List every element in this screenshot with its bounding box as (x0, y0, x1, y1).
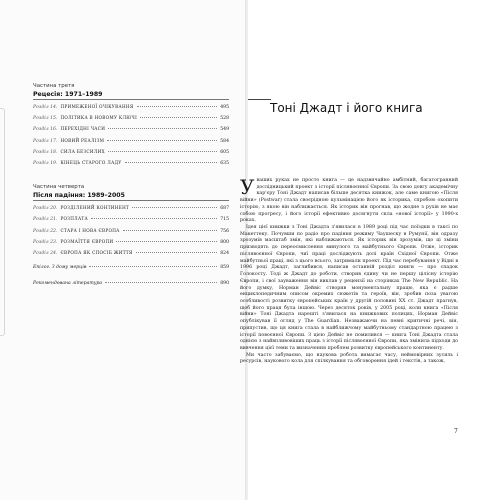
toc-entry (33, 228, 229, 239)
chapter-page: 715 (220, 217, 229, 223)
chapter-title: СИЛА БЕЗСИЛИХ (60, 148, 105, 154)
chapter-number: Розділ 22. (33, 228, 58, 234)
part-rule (33, 99, 229, 100)
part-label: Частина третя (33, 83, 75, 89)
toc-entry (33, 250, 229, 261)
toc-entry (33, 126, 229, 137)
page-number: 7 (454, 428, 458, 435)
chapter-page: 549 (220, 127, 229, 133)
dot-leader (116, 241, 217, 242)
toc-entry (33, 216, 229, 227)
chapter-page: 687 (220, 206, 229, 212)
paragraph: Ми часто забуваємо, що наукова робота вимагає часу, неймовірних зусиль і ресурсів, наукового кола для спілкування та обговорення ідей і текстів, а також, (240, 352, 458, 365)
chapter-title: ЄВРОПА ЯК СПОСІБ ЖИТТЯ (60, 249, 133, 255)
chapter-title: СТАРА І НОВА ЄВРОПА (60, 227, 120, 233)
dot-leader (136, 252, 218, 253)
part-title: Після падіння: 1989–2005 (33, 192, 125, 200)
dot-leader (123, 230, 218, 231)
part-title: Рецесія: 1971–1989 (33, 91, 103, 98)
dot-leader (137, 106, 218, 107)
dot-leader (108, 128, 217, 129)
toc-entry (33, 138, 229, 149)
article-heading: Тоні Джадт і його книга (270, 101, 423, 115)
chapter-number: Розділ 24. (33, 250, 58, 256)
toc-entry (33, 239, 229, 250)
dot-leader (91, 218, 217, 219)
dot-leader (89, 266, 217, 267)
dot-leader (125, 162, 218, 163)
dot-leader (107, 140, 217, 141)
chapter-number: Розділ 21. (33, 217, 58, 223)
toc-entry (33, 149, 229, 160)
drop-cap: У (240, 175, 255, 199)
chapter-number: Розділ 15. (33, 116, 58, 122)
dot-leader (108, 151, 217, 152)
paragraph (240, 175, 458, 225)
chapter-page: 495 (220, 105, 229, 110)
paragraph-text: ваших руках не просто книга — це надзвичайно амбітний, багатогранний дослідницький проект з історії післявоєнної Європи. За свою довгу академічну кар'єру Тоні Джадт написав більше десятка книжок, але саме книгою «Після війни» (Postwar) стала своєрідною кульмінацією його як історика, спробою охопити історію, з якою він наближається. Як історик він прогнав, що жодне з рухів не має собою прогресу, і його історії ефективно досягнути скла «нової історії» у 1990-х роках. (240, 178, 458, 224)
chapter-page: 824 (220, 250, 229, 256)
chapter-title: КІНЕЦЬ СТАРОГО ЛАДУ (60, 159, 122, 165)
chapter-number: Розділ 18. (33, 149, 58, 155)
dot-leader (132, 207, 217, 208)
paragraph: Ідея цієї книжки з Тоні Джадта з'явилася в 1989 році під час поїздки в таксі по Макеттеку. Почувши по радіо про падіння режиму Чаушеску в Румунії, він одразу зрозумів масштаб змін, які наближаються. Як історик він зрозумів, що ці зміни призводять до переосмислення минулого та майбутнього Європи. Отже, історик післявоєнної Європи, чиї праці досліджують долі країн Східної Європи. Отже майбутньої праці, які з цього всього, затримали проект. Під час перебування у Відні в 1996 році Джадт, заглибився, написав останній розділ книги — про спадок Голокосту. Тоді ж Джадт до роботи, створив єдину чи не першу цілісну історію Європи, і свої зауваження він виклав у рецензії на сторінках The New Republic. На його думку, Норман Дейвіс створив монументальну працю, яка є радше енциклопедичним описом окремих сюжетів та героїв, він, зробив поза увагою особливості розвитку європейських країн у другій половині XX ст. Джадт прагнув, щоб його праця була іншою. Через десяток років, у 2005 році, коли книга «Після війни» Тоні Джадта нарешті з'явилася на книжкових полицях, Норман Дейвіс опублікував її огляд у The Guardian. Незважаючи на певні критичні речі, він, припустив, що ця книга стала в найближчому майбутньому стандартною працею з історії повоєнної Європи. З цією Дейвіс не помилився — книга Тоні Джадта стала однією з найвпливовіших праць з історії післявоєнної Європи, яка змінила підходи до вивчення цієї теми та визначення проблем розвитку європейського континенту. (240, 225, 458, 351)
toc-entry (33, 205, 229, 216)
entry-page: 890 (220, 281, 229, 287)
toc-entry (33, 115, 229, 126)
chapter-number: Розділ 14. (33, 105, 58, 110)
toc-entry (33, 160, 229, 171)
chapter-list (33, 205, 229, 261)
dot-leader (140, 117, 217, 118)
chapter-page: 800 (220, 239, 229, 245)
entry-title: Епілог. З дому мерців (33, 265, 87, 271)
toc-entry (33, 104, 229, 115)
heading-rule (248, 99, 271, 100)
chapter-number: Розділ 23. (33, 239, 58, 245)
chapter-number: Розділ 20. (33, 206, 58, 212)
part-label: Частина четверта (33, 184, 85, 191)
chapter-page: 756 (220, 228, 229, 234)
epilogue-entry (33, 265, 229, 276)
chapter-title: ПОЛІТИКА В НОВОМУ КЛЮЧІ (60, 115, 138, 121)
chapter-number: Розділ 16. (33, 127, 58, 133)
chapter-title: ПРИМЕЖЕНОЇ ОЧІКУВАННЯ (60, 104, 134, 109)
chapter-title: РОЗДІЛЕНИЙ КОНТИНЕНТ (60, 205, 130, 211)
entry-page: 859 (220, 265, 229, 271)
chapter-title: ПЕРЕХІДНІ ЧАСИ (60, 126, 106, 132)
chapter-title: НОВИЙ РЕАЛІЗМ (60, 137, 105, 143)
part-rule (33, 200, 229, 201)
chapter-title: РОЗПЛАТА (60, 216, 88, 222)
page-edge-marker (0, 108, 5, 336)
chapter-title: РОЗМАЇТТЯ ЄВРОПИ (60, 238, 114, 244)
article-body (240, 175, 458, 366)
recommended-reading-entry (33, 281, 229, 292)
chapter-page: 605 (220, 149, 229, 155)
dot-leader (105, 282, 217, 283)
chapter-page: 528 (220, 116, 229, 122)
chapter-list (33, 104, 229, 171)
table-of-contents (33, 83, 229, 292)
chapter-page: 635 (220, 160, 229, 166)
chapter-number: Розділ 17. (33, 138, 58, 144)
entry-title: Рекомендована література (33, 281, 103, 287)
chapter-page: 584 (220, 138, 229, 144)
chapter-number: Розділ 19. (33, 160, 58, 166)
